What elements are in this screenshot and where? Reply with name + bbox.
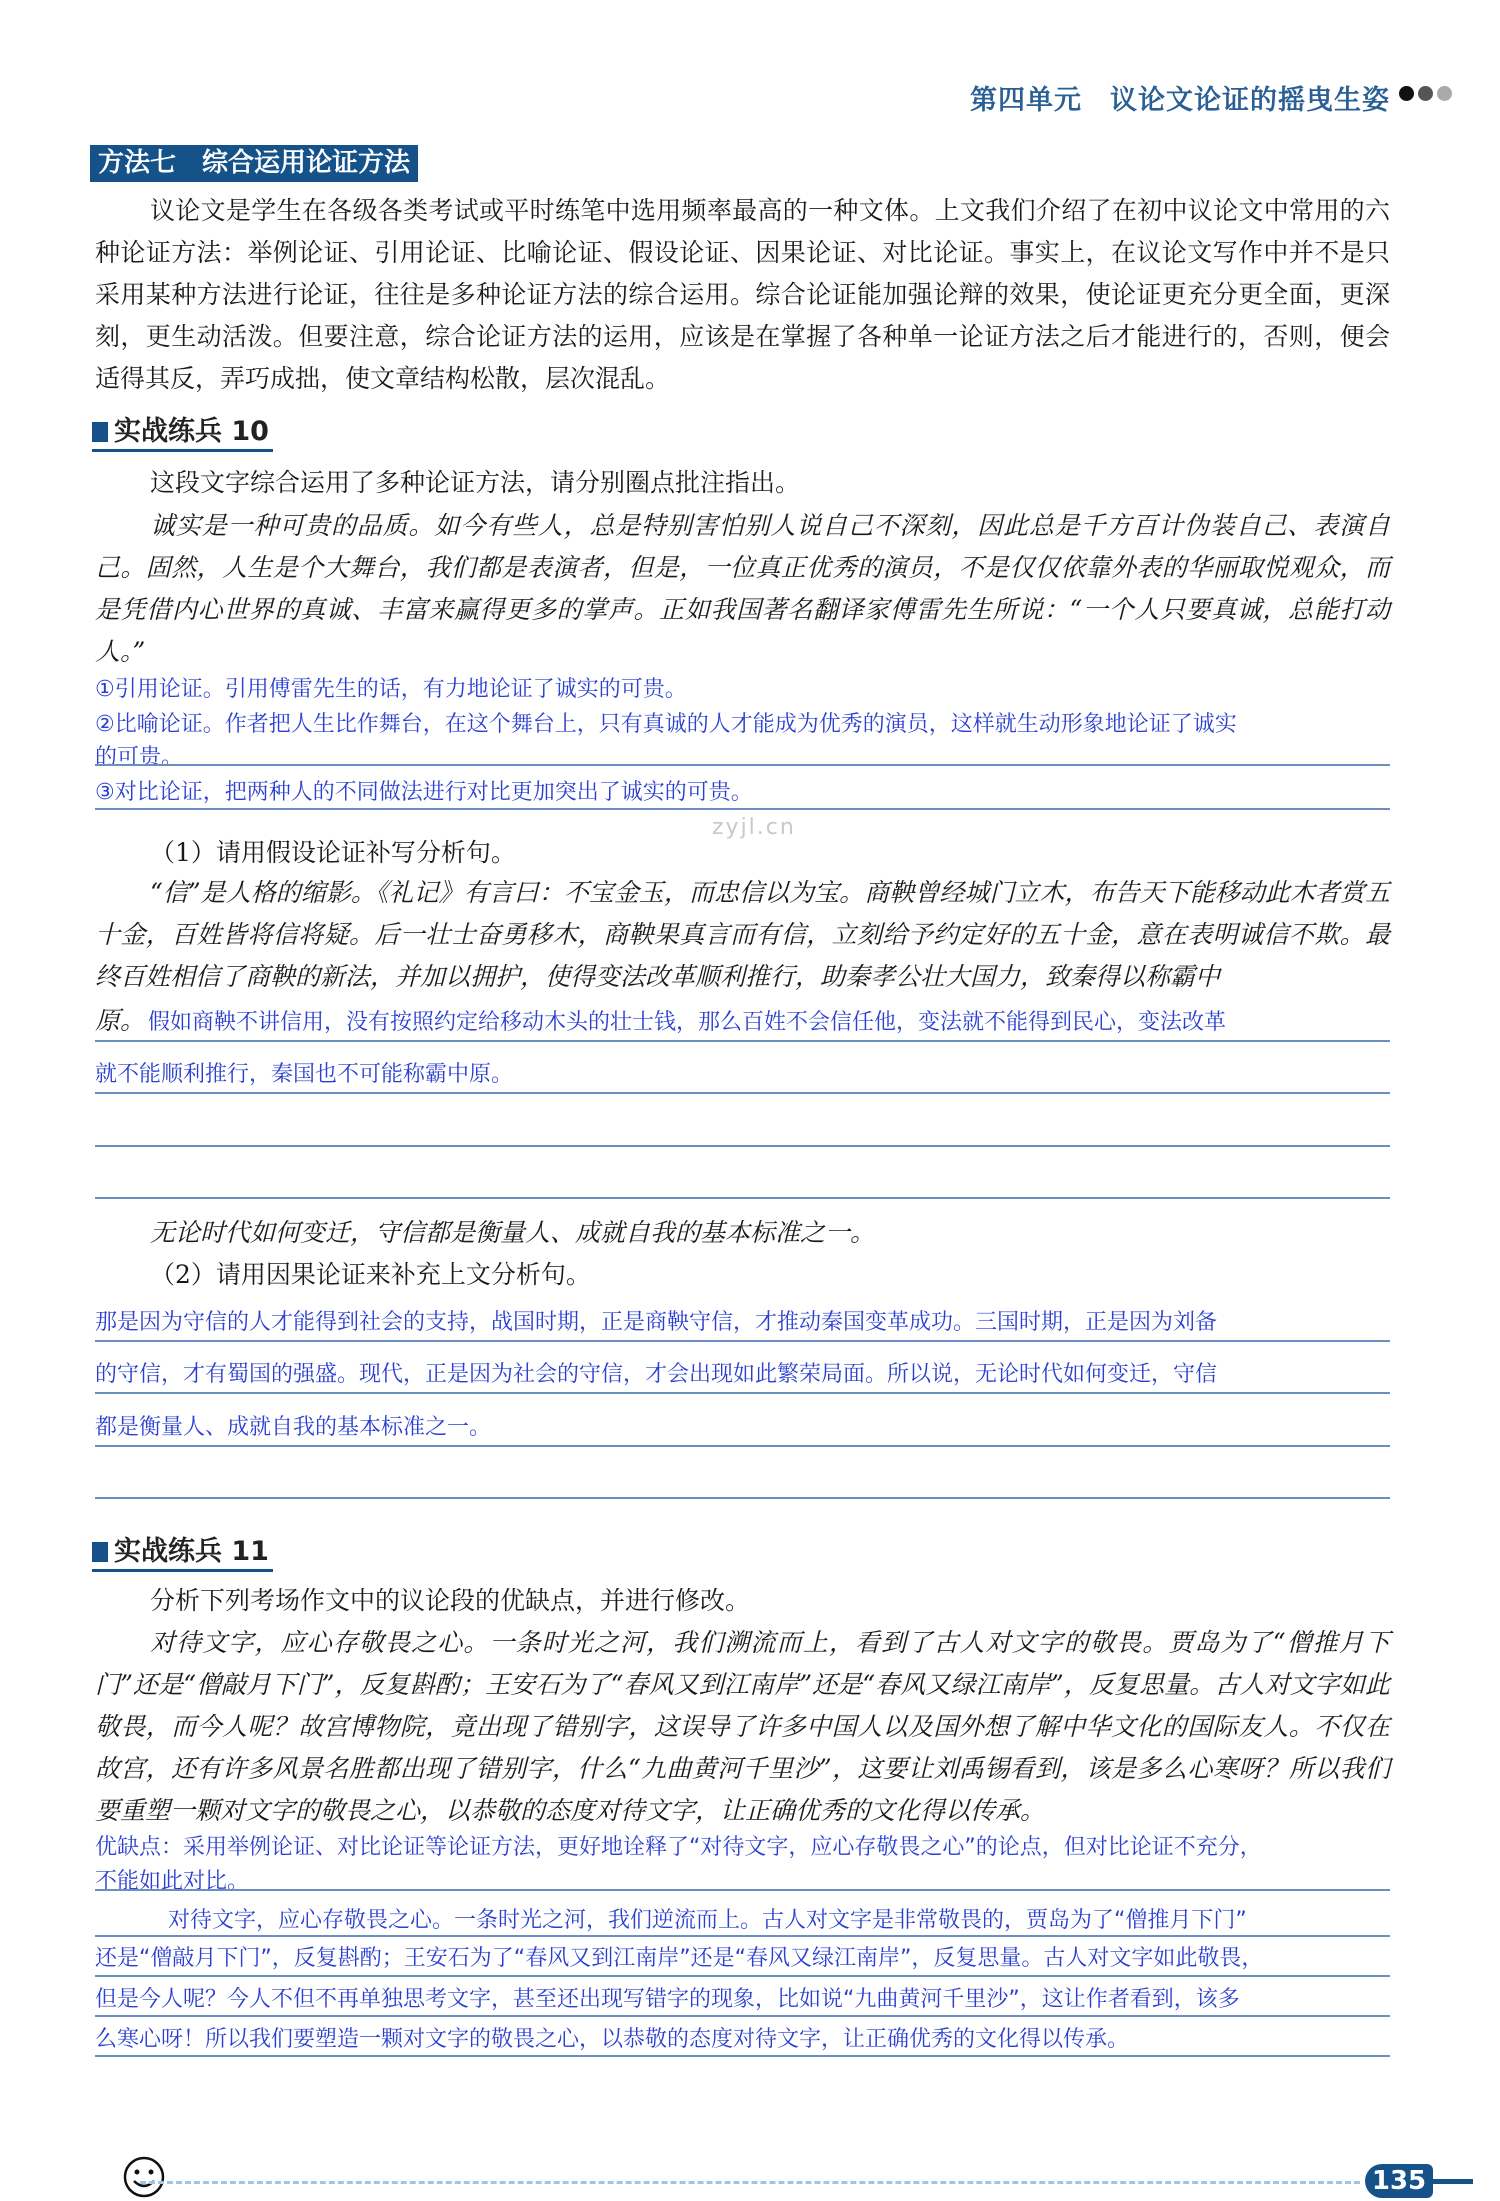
page-number: 135 xyxy=(1365,2164,1433,2198)
answer-rule xyxy=(95,1975,1390,1977)
question-1-passage: “信”是人格的缩影。《礼记》有言曰：不宝金玉，而忠信以为宝。商鞅曾经城门立木，布告天下能移动此木者赏五十金，百姓皆将信将疑。后一壮士奋勇移木，商鞅果真言而有信，立刻给予约定好的五十金，意在表明诚信不欺。最终百姓相信了商鞅的新法，并加以拥护，使得变法改革顺利推行，助秦孝公壮大国力，致秦得以称霸中 xyxy=(95,878,1390,991)
smiley-icon xyxy=(122,2155,166,2199)
answer-rule xyxy=(95,1040,1390,1042)
answer-line: ①引用论证。引用傅雷先生的话，有力地论证了诚实的可贵。 xyxy=(95,677,687,702)
practice-11-instruction: 分析下列考场作文中的议论段的优缺点，并进行修改。 xyxy=(150,1586,751,1615)
answer-line: 假如商鞅不讲信用，没有按照约定给移动木头的壮士钱，那么百姓不会信任他，变法就不能得到民心，变法改革 xyxy=(148,1010,1227,1035)
answer-rule xyxy=(95,764,1390,766)
watermark: zyjl.cn xyxy=(712,815,796,840)
answer-line: ②比喻论证。作者把人生比作舞台，在这个舞台上，只有真诚的人才能成为优秀的演员，这样就生动形象地论证了诚实 xyxy=(95,712,1237,737)
question-1: （1）请用假设论证补写分析句。 xyxy=(150,838,516,867)
question-1-passage-end: 原。 xyxy=(95,1006,146,1035)
header-dot-icon xyxy=(1437,86,1452,101)
answer-line: 优缺点：采用举例论证、对比论证等论证方法，更好地诠释了“对待文字，应心存敬畏之心”的论点，但对比论证不充分， xyxy=(95,1835,1262,1860)
answer-rule xyxy=(95,1145,1390,1147)
answer-line: 的可贵。 xyxy=(95,745,184,770)
practice-11-heading xyxy=(92,1535,273,1572)
practice-10-instruction: 这段文字综合运用了多种论证方法，请分别圈点批注指出。 xyxy=(150,468,801,497)
answer-rule xyxy=(95,1935,1390,1937)
practice-11-passage: 对待文字，应心存敬畏之心。一条时光之河，我们溯流而上，看到了古人对文字的敬畏。贾岛为了“僧推月下门”还是“僧敲月下门”，反复斟酌；王安石为了“春风又到江南岸”还是“春风又绿江南岸”，反复思量。古人对文字如此敬畏，而今人呢？故宫博物院，竟出现了错别字，这误导了许多中国人以及国外想了解中华文化的国际友人。不仅在故宫，还有许多风景名胜都出现了错别字，什么“九曲黄河千里沙”，这要让刘禹锡看到，该是多么心寒呀？所以我们要重塑一颗对文字的敬畏之心，以恭敬的态度对待文字，让正确优秀的文化得以传承。 xyxy=(95,1628,1390,1825)
answer-rule xyxy=(95,1889,1390,1891)
section-title: 方法七 综合运用论证方法 xyxy=(90,145,418,182)
answer-rule xyxy=(95,1497,1390,1499)
practice-11-title: 实战练兵 11 xyxy=(114,1536,269,1567)
answer-line: 就不能顺利推行，秦国也不可能称霸中原。 xyxy=(95,1062,514,1087)
question-2-lead: 无论时代如何变迁，守信都是衡量人、成就自我的基本标准之一。 xyxy=(150,1218,876,1247)
practice-10-passage: 诚实是一种可贵的品质。如今有些人，总是特别害怕别人说自己不深刻，因此总是千方百计伪装自己、表演自己。固然，人生是个大舞台，我们都是表演者，但是，一位真正优秀的演员，不是仅仅依靠外表的华丽取悦观众，而是凭借内心世界的真诚、丰富来赢得更多的掌声。正如我国著名翻译家傅雷先生所说：“一个人只要真诚，总能打动人。” xyxy=(95,511,1390,666)
header-dot-icon xyxy=(1418,86,1433,101)
answer-rule xyxy=(95,1340,1390,1342)
answer-line: 不能如此对比。 xyxy=(95,1869,250,1894)
answer-rule xyxy=(95,1392,1390,1394)
answer-rule xyxy=(95,1445,1390,1447)
practice-10-heading xyxy=(92,415,273,452)
answer-line: 么寒心呀！所以我们要塑造一颗对文字的敬畏之心，以恭敬的态度对待文字，让正确优秀的文化得以传承。 xyxy=(95,2027,1130,2052)
answer-line: 还是“僧敲月下门”，反复斟酌；王安石为了“春风又到江南岸”还是“春风又绿江南岸”，反复思量。古人对文字如此敬畏， xyxy=(95,1946,1264,1971)
square-bullet-icon xyxy=(92,1542,108,1562)
intro-paragraph: 议论文是学生在各级各类考试或平时练笔中选用频率最高的一种文体。上文我们介绍了在初中议论文中常用的六种论证方法：举例论证、引用论证、比喻论证、假设论证、因果论证、对比论证。事实上，在议论文写作中并不是只采用某种方法进行论证，往往是多种论证方法的综合运用。综合论证能加强论辩的效果，使论证更充分更全面，更深刻，更生动活泼。但要注意，综合论证方法的运用，应该是在掌握了各种单一论证方法之后才能进行的，否则，便会适得其反，弄巧成拙，使文章结构松散，层次混乱。 xyxy=(95,196,1390,393)
square-bullet-icon xyxy=(92,422,108,442)
answer-rule xyxy=(95,1197,1390,1199)
answer-line: 都是衡量人、成就自我的基本标准之一。 xyxy=(95,1415,492,1440)
answer-rule xyxy=(95,808,1390,810)
answer-line: ③对比论证，把两种人的不同做法进行对比更加突出了诚实的可贵。 xyxy=(95,780,753,805)
header-dots xyxy=(1399,86,1452,101)
answer-line: 那是因为守信的人才能得到社会的支持，战国时期，正是商鞅守信，才推动秦国变革成功。三国时期，正是因为刘备 xyxy=(95,1310,1218,1335)
practice-10-title: 实战练兵 10 xyxy=(114,416,269,447)
header-dot-icon xyxy=(1399,86,1414,101)
question-2: （2）请用因果论证来补充上文分析句。 xyxy=(150,1260,591,1289)
answer-line: 的守信，才有蜀国的强盛。现代，正是因为社会的守信，才会出现如此繁荣局面。所以说，无论时代如何变迁，守信 xyxy=(95,1362,1218,1387)
answer-rule xyxy=(95,1092,1390,1094)
answer-rule xyxy=(95,2055,1390,2057)
unit-header-title: 第四单元 议论文论证的摇曳生姿 xyxy=(970,85,1390,116)
answer-line: 对待文字，应心存敬畏之心。一条时光之河，我们逆流而上。古人对文字是非常敬畏的，贾岛为了“僧推月下门” xyxy=(168,1908,1247,1933)
page-number-tail xyxy=(1433,2179,1473,2184)
answer-line: 但是今人呢？今人不但不再单独思考文字，甚至还出现写错字的现象，比如说“九曲黄河千里沙”，这让作者看到，该多 xyxy=(95,1987,1240,2012)
footer-divider xyxy=(140,2181,1360,2184)
answer-rule xyxy=(95,2015,1390,2017)
